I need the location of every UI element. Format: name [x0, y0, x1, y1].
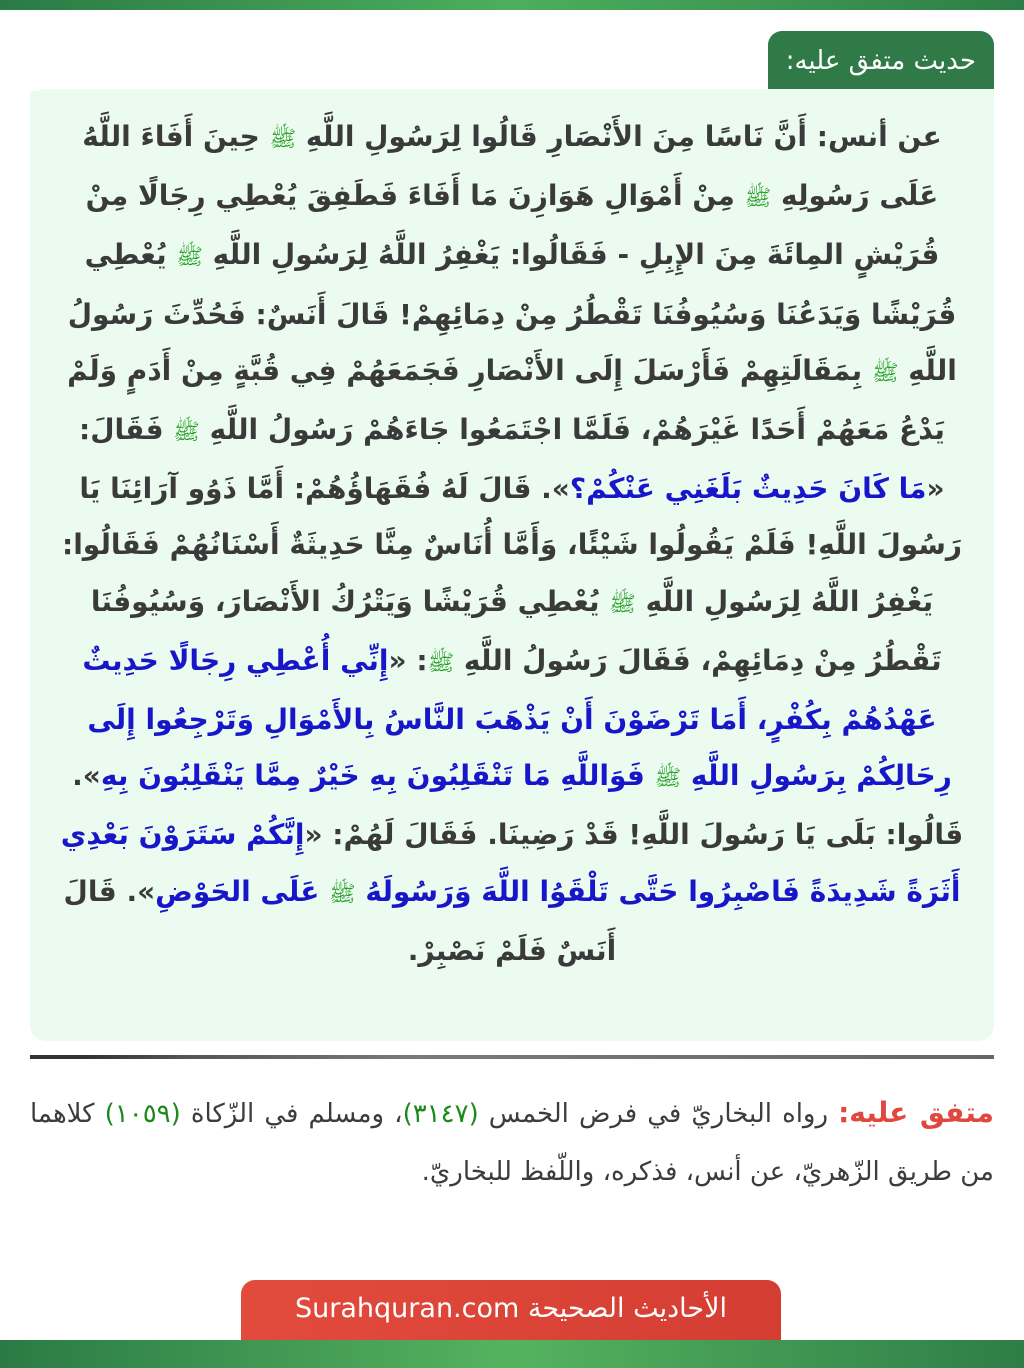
site-name-badge: الأحاديث الصحيحة Surahquran.com — [241, 1280, 781, 1340]
salawat-icon: ﷺ — [609, 591, 636, 617]
source-text-part-2: ، ومسلم في الزّكاة — [180, 1099, 403, 1129]
hadith-title-badge: حديث متفق عليه: — [768, 31, 994, 91]
source-label: متفق عليه: — [838, 1096, 994, 1129]
prophet-quote-text: إِنَّكُمْ سَتَرَوْنَ بَعْدِي أَثَرَةً شَدِيدَةً فَاصْبِرُوا حَتَّى تَلْقَوُا اللَّهَ وَرَسُولَهُ — [60, 818, 961, 908]
salawat-icon: ﷺ — [654, 766, 682, 792]
prophet-quote-text: مَا كَانَ حَدِيثٌ بَلَغَنِي عَنْكُمْ؟ — [569, 472, 927, 506]
section-divider — [30, 1055, 994, 1059]
salawat-icon: ﷺ — [427, 650, 455, 676]
narration-text: : « — [388, 643, 428, 677]
bottom-decorative-bar — [0, 1340, 1024, 1368]
narration-text: عن أنس: أَنَّ نَاسًا مِنَ الأَنْصَارِ قَالُوا لِرَسُولِ اللَّهِ — [296, 120, 942, 153]
narration-text: مِنْ أَمْوَالِ هَوَازِنَ مَا أَفَاءَ فَطَفِقَ يُعْطِي رِجَالًا مِنْ قُرَيْشٍ المِائَةَ مِنَ الإِبِلِ - فَقَالُوا: يَغْفِرُ اللَّهُ لِرَسُولِ اللَّهِ — [85, 179, 940, 272]
muslim-reference-number: (١٠٥٩) — [104, 1099, 181, 1129]
salawat-icon: ﷺ — [176, 245, 203, 271]
narration-text: ». قَالَ لَهُ فُقَهَاؤُهُمْ: أَمَّا ذَوُو آرَائِنَا يَا رَسُولَ اللَّهِ! فَلَمْ يَقُولُوا شَيْئًا، وَأَمَّا أُنَاسٌ مِنَّا حَدِيثَةٌ أَسْنَانُهُمْ فَقَالُوا: يَغْفِرُ اللَّهُ لِرَسُولِ اللَّهِ — [62, 472, 962, 618]
narration-text: بِمَقَالَتِهِمْ فَأَرْسَلَ إِلَى الأَنْصَارِ فَجَمَعَهُمْ فِي قُبَّةٍ مِنْ أَدَمٍ وَلَمْ يَدْعُ مَعَهُمْ أَحَدًا غَيْرَهُمْ، فَلَمَّا اجْتَمَعُوا جَاءَهُمْ رَسُولُ اللَّهِ — [67, 353, 945, 447]
bukhari-reference-number: (٣١٤٧) — [402, 1099, 479, 1129]
narration-text: حِينَ أَفَاءَ اللَّهُ عَلَى رَسُولِهِ — [82, 120, 939, 213]
source-text-part-3: كلاهما من طريق الزّهريّ، عن أنس، فذكره، واللّفظ للبخاريّ. — [30, 1099, 994, 1187]
narration-text: ». قَالُوا: بَلَى يَا رَسُولَ اللَّهِ! قَدْ رَضِينَا. فَقَالَ لَهُمْ: « — [72, 759, 964, 852]
salawat-icon: ﷺ — [871, 360, 899, 386]
salawat-icon: ﷺ — [173, 420, 200, 446]
salawat-icon: ﷺ — [744, 186, 772, 212]
salawat-icon: ﷺ — [269, 127, 297, 152]
narration-text: يُعْطِي قُرَيْشًا وَيَتْرُكُ الأَنْصَارَ، وَسُيُوفُنَا تَقْطُرُ مِنْ دِمَائِهِمْ، فَقَالَ رَسُولُ اللَّهِ — [90, 584, 942, 677]
top-decorative-bar — [0, 0, 1024, 10]
hadith-source-note — [30, 1084, 994, 1201]
narration-text: يُعْطِي قُرَيْشًا وَيَدَعُنَا وَسُيُوفُنَا تَقْطُرُ مِنْ دِمَائِهِمْ! قَالَ أَنَسٌ: فَحُدِّثَ رَسُولُ اللَّهِ — [67, 238, 957, 387]
narration-text: فَقَالَ: « — [79, 413, 945, 506]
prophet-quote-text: فَوَاللَّهِ مَا تَنْقَلِبُونَ بِهِ خَيْرٌ مِمَّا يَنْقَلِبُونَ بِهِ — [100, 759, 655, 793]
prophet-quote-text: إِنِّي أُعْطِي رِجَالًا حَدِيثٌ عَهْدُهُمْ بِكُفْرٍ، أَمَا تَرْضَوْنَ أَنْ يَذْهَبَ النَّاسُ بِالأَمْوَالِ وَتَرْجِعُوا إِلَى رِحَالِكُمْ بِرَسُولِ اللَّهِ — [82, 643, 952, 793]
hadith-text-box — [30, 91, 994, 1041]
salawat-icon: ﷺ — [329, 881, 356, 907]
narration-text: ». قَالَ أَنَسٌ فَلَمْ نَصْبِرْ. — [63, 874, 617, 967]
hadith-body-text — [52, 109, 972, 979]
source-text-part-1: رواه البخاريّ في فرض الخمس — [478, 1099, 839, 1129]
prophet-quote-text: عَلَى الحَوْضِ — [155, 874, 330, 908]
